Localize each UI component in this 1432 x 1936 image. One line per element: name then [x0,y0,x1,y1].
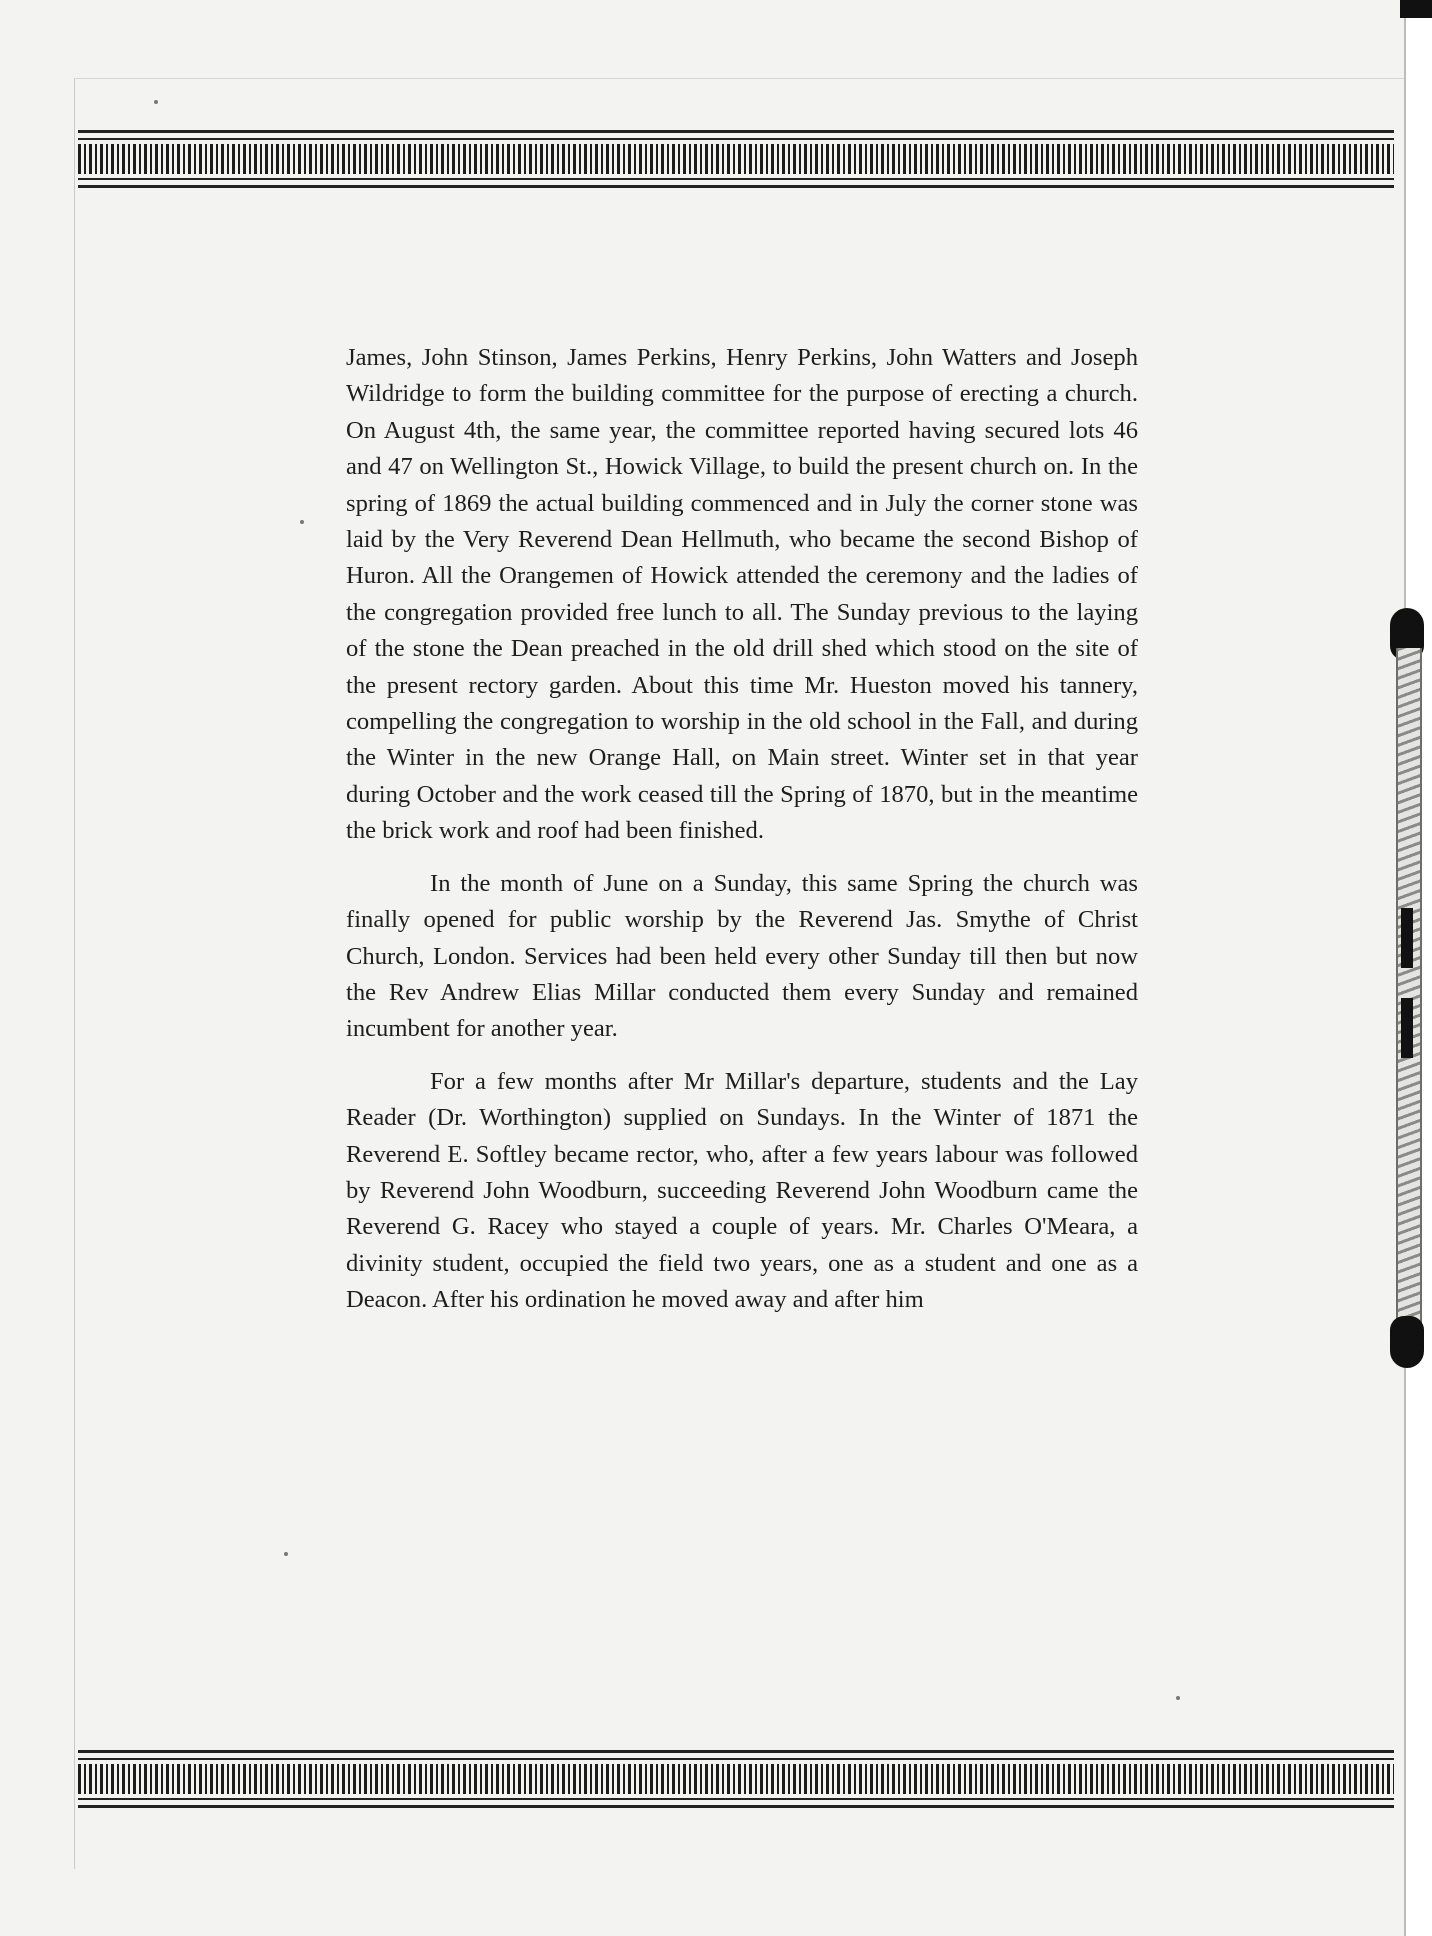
border-stripes [78,1764,1394,1794]
border-rule [78,1758,1394,1760]
paper-speck [1176,1696,1180,1700]
paragraph-continued: James, John Stinson, James Perkins, Henry Perkins, John Watters and Joseph Wildridge to form the building committee for the purpose of erecting a church. On August 4th, the same year, the committee reported having secured lots 46 and 47 on Wellington St., Howick Village, to build the present church on. In the spring of 1869 the actual building commenced and in July the corner stone was laid by the Very Reverend Dean Hellmuth, who became the second Bishop of Huron. All the Orangemen of Howick attended the ceremony and the ladies of the congregation provided free lunch to all. The Sunday previous to the laying of the stone the Dean preached in the old drill shed which stood on the site of the present rectory garden. About this time Mr. Hueston moved his tannery, compelling the congregation to worship in the old school in the Fall, and during the Winter in the new Orange Hall, on Main street. Winter set in that year during October and the work ceased till the Spring of 1870, but in the meantime the brick work and roof had been finished. [346,344,1138,845]
corner-mark [1400,0,1432,18]
paper-speck [300,520,304,524]
cord-rope [1396,648,1422,1328]
cord-clasp [1401,908,1413,968]
border-rule [78,1805,1394,1808]
bottom-decorative-border [78,1750,1394,1808]
document-body [346,340,1138,1335]
border-stripes [78,144,1394,174]
paper-speck [284,1552,288,1556]
binding-cord [1390,608,1424,1368]
cord-clasp [1401,998,1413,1058]
border-rule [78,1798,1394,1800]
border-rule [78,178,1394,180]
top-decorative-border [78,130,1394,188]
border-rule [78,1750,1394,1753]
paragraph-rectors: For a few months after Mr Millar's departure, students and the Lay Reader (Dr. Worthington) supplied on Sundays. In the Winter of 1871 the Reverend E. Softley became rector, who, after a few years labour was followed by Reverend John Woodburn, succeeding Reverend John Woodburn came the Reverend G. Racey who stayed a couple of years. Mr. Charles O'Meara, a divinity student, occupied the field two years, one as a student and one as a Deacon. After his ordination he moved away and after him [346,1067,1138,1314]
cord-knot-bottom [1390,1316,1424,1368]
border-rule [78,185,1394,188]
border-rule [78,138,1394,140]
paper-speck [154,100,158,104]
paragraph-church-opening: In the month of June on a Sunday, this same Spring the church was finally opened for public worship by the Reverend Jas. Smythe of Christ Church, London. Services had been held every other Sunday till then but now the Rev Andrew Elias Millar conducted them every Sunday and remained incumbent for another year. [346,869,1138,1043]
border-rule [78,130,1394,133]
